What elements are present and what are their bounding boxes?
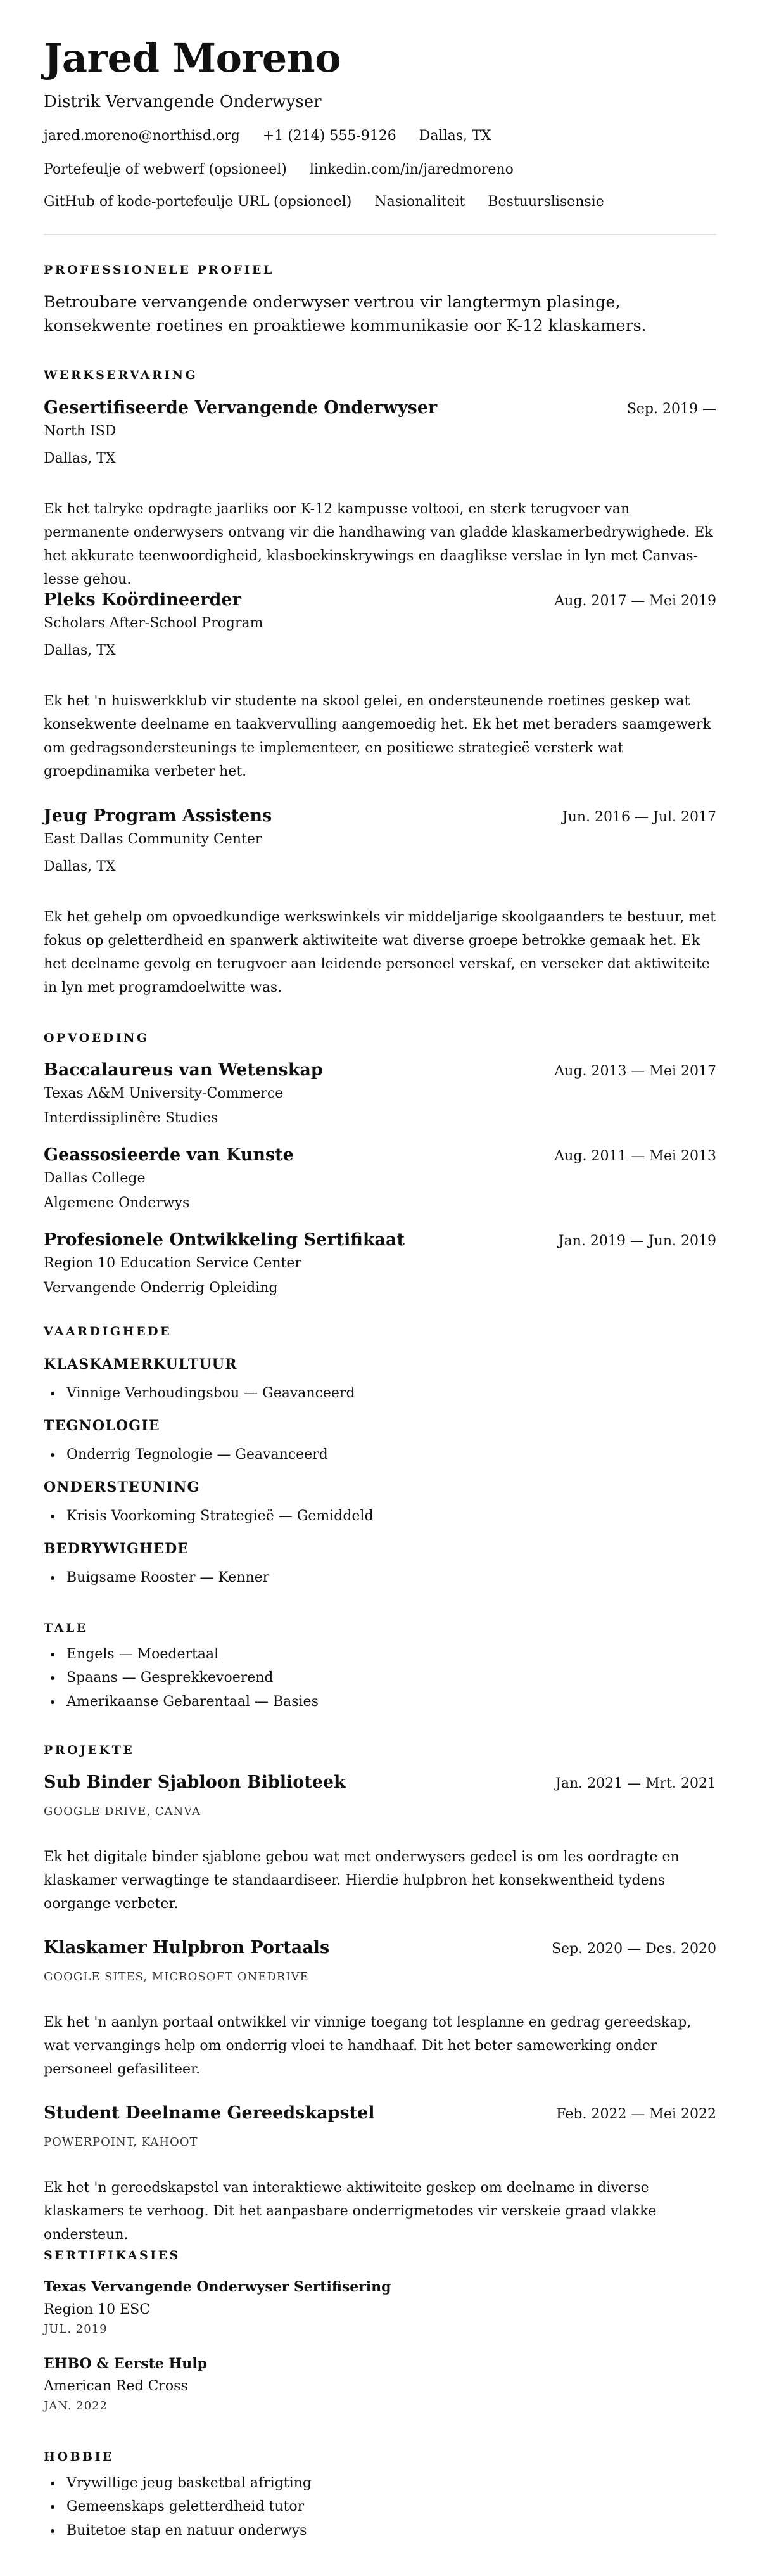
- certification-date: JAN. 2022: [44, 2399, 108, 2413]
- section-title: PROFESSIONELE PROFIEL: [44, 263, 274, 277]
- entry-description: Ek het talryke opdragte jaarliks oor K-12 kampusse voltooi, en sterk terugvoer van permanente onderwysers ontvang vir die handhawing van gladde klaskamerbedrywighede. Ek het akkurate teenwoordigheid, klasboekinskrywings en daaglikse verslae in lyn met Canvas-lesse gehou.: [44, 501, 713, 588]
- certification-entry: [44, 2355, 716, 2413]
- entry-description: Ek het 'n aanlyn portaal ontwikkel vir vinnige toegang tot lesplanne en gedrag gereedskap, wat vervangings help om onderrig vloei te handhaaf. Dit het beter samewerking onder personeel gefasiliteer.: [44, 2015, 692, 2077]
- resume-header: [44, 37, 716, 235]
- entry-description: Ek het gehelp om opvoedkundige werkswinkels vir middeljarige skoolgaanders te bestuur, met fokus op geletterdheid en spanwerk aktiwiteite wat diverse groepe betrokke gemaak het. Ek het deelname gevolg en terugvoer aan leidende personeel verskaf, en verseker dat aktiwiteite in lyn met programdoelwitte was.: [44, 909, 716, 996]
- language-list: [44, 1643, 716, 1714]
- certification-date: JUL. 2019: [44, 2323, 108, 2336]
- contact-location: Dallas, TX: [419, 128, 491, 144]
- entry-location: Dallas, TX: [44, 450, 116, 466]
- entry-date: Aug. 2011 — Mei 2013: [554, 1148, 716, 1164]
- entry-field: Interdissiplinêre Studies: [44, 1110, 218, 1126]
- profile-section: [44, 263, 716, 338]
- skill-group: [44, 1356, 716, 1405]
- contact-nationality: Nasionaliteit: [374, 193, 466, 210]
- entry-date: Sep. 2020 — Des. 2020: [551, 1941, 716, 1957]
- entry-location: Dallas, TX: [44, 858, 116, 875]
- entry-title: Jeug Program Assistens: [44, 806, 272, 826]
- hobby-item: • Gemeenskaps geletterdheid tutor: [63, 2495, 716, 2518]
- entry-organization: East Dallas Community Center: [44, 831, 262, 847]
- candidate-headline: Distrik Vervangende Onderwyser: [44, 93, 322, 112]
- skills-section-title-wrap: [44, 1324, 716, 1338]
- experience-entry: [44, 806, 716, 1000]
- projects-section-title-wrap: [44, 1743, 716, 1757]
- section-title: TALE: [44, 1621, 88, 1635]
- skill-group: [44, 1418, 716, 1466]
- skill-category: BEDRYWIGHEDE: [44, 1541, 189, 1557]
- project-tags: GOOGLE DRIVE, CANVA: [44, 1805, 201, 1818]
- skill-category: ONDERSTEUNING: [44, 1479, 200, 1496]
- entry-field: Vervangende Onderrig Opleiding: [44, 1279, 278, 1296]
- skill-list: [44, 1381, 716, 1405]
- language-item: • Amerikaanse Gebarentaal — Basies: [63, 1690, 716, 1714]
- certification-issuer: American Red Cross: [44, 2378, 188, 2394]
- skill-group: [44, 1479, 716, 1528]
- contact-linkedin[interactable]: linkedin.com/in/jaredmoreno: [309, 161, 514, 177]
- education-section-title-wrap: [44, 1031, 716, 1045]
- entry-title: Sub Binder Sjabloon Biblioteek: [44, 1772, 346, 1792]
- education-entry: [44, 1060, 716, 1127]
- hobby-item: • Vrywillige jeug basketbal afrigting: [63, 2471, 716, 2495]
- project-entry: [44, 1938, 716, 2082]
- contact-phone[interactable]: +1 (214) 555-9126: [262, 128, 396, 144]
- entry-title: Gesertifiseerde Vervangende Onderwyser: [44, 398, 438, 418]
- entry-organization: Dallas College: [44, 1170, 146, 1186]
- skill-item: • Krisis Voorkoming Strategieë — Gemiddeld: [63, 1504, 716, 1528]
- project-tags: GOOGLE SITES, MICROSOFT ONEDRIVE: [44, 1970, 309, 1983]
- contact-github[interactable]: GitHub of kode-portefeulje URL (opsioneel): [44, 193, 352, 210]
- entry-organization: North ISD: [44, 423, 117, 439]
- entry-date: Aug. 2013 — Mei 2017: [554, 1063, 716, 1079]
- skill-item: • Onderrig Tegnologie — Geavanceerd: [63, 1443, 716, 1466]
- certification-issuer: Region 10 ESC: [44, 2302, 151, 2317]
- contact-license: Bestuurslisensie: [488, 193, 604, 210]
- skill-item: • Vinnige Verhoudingsbou — Geavanceerd: [63, 1381, 716, 1405]
- entry-date: Jan. 2019 — Jun. 2019: [558, 1233, 716, 1249]
- candidate-name: Jared Moreno: [44, 35, 341, 81]
- certification-name: Texas Vervangende Onderwyser Sertifisering: [44, 2279, 391, 2295]
- language-item: • Engels — Moedertaal: [63, 1643, 716, 1666]
- entry-title: Klaskamer Hulpbron Portaals: [44, 1938, 330, 1958]
- contact-row: [44, 193, 716, 212]
- hobbies-section: [44, 2450, 716, 2542]
- section-title: OPVOEDING: [44, 1031, 149, 1045]
- entry-organization: Scholars After-School Program: [44, 615, 263, 631]
- entry-title: Pleks Koördineerder: [44, 590, 241, 610]
- entry-date: Aug. 2017 — Mei 2019: [554, 593, 716, 609]
- project-entry: [44, 2103, 716, 2247]
- experience-entry: [44, 398, 716, 592]
- entry-title: Baccalaureus van Wetenskap: [44, 1060, 323, 1080]
- profile-summary: Betroubare vervangende onderwyser vertrou vir langtermyn plasinge, konsekwente roetines en proaktiewe kommunikasie oor K-12 klaskamers.: [44, 293, 647, 335]
- section-title: VAARDIGHEDE: [44, 1324, 172, 1338]
- section-title: SERTIFIKASIES: [44, 2248, 180, 2262]
- header-divider: [44, 234, 716, 235]
- skill-group: [44, 1541, 716, 1589]
- certification-entry: [44, 2279, 716, 2336]
- entry-description: Ek het 'n huiswerkklub vir studente na skool gelei, en ondersteunende roetines geskep wat konsekwente deelname en taakvervulling aangemoedig het. Ek het met beraders saamgewerk om gedragsondersteunings te implementeer, en positiewe strategieë versterk wat groepdinamika verbeter het.: [44, 693, 711, 780]
- experience-section-title-wrap: [44, 368, 716, 382]
- entry-organization: Texas A&M University-Commerce: [44, 1086, 284, 1101]
- section-title: WERKSERVARING: [44, 368, 198, 382]
- entry-title: Geassosieerde van Kunste: [44, 1145, 294, 1165]
- hobby-list: [44, 2471, 716, 2542]
- entry-location: Dallas, TX: [44, 642, 116, 658]
- project-tags: POWERPOINT, KAHOOT: [44, 2136, 198, 2149]
- skill-category: KLASKAMERKULTUUR: [44, 1356, 238, 1373]
- project-entry: [44, 1772, 716, 1916]
- experience-entry: [44, 590, 716, 784]
- skill-list: [44, 1504, 716, 1528]
- certification-name: EHBO & Eerste Hulp: [44, 2355, 207, 2372]
- contact-website[interactable]: Portefeulje of webwerf (opsioneel): [44, 161, 287, 177]
- contact-row: [44, 161, 716, 179]
- entry-title: Student Deelname Gereedskapstel: [44, 2103, 375, 2123]
- certifications-section: [44, 2248, 716, 2262]
- skill-list: [44, 1443, 716, 1466]
- entry-description: Ek het digitale binder sjablone gebou wat met onderwysers gedeel is om les oordragte en klaskamer verwagtinge te standaardiseer. Hierdie hulpbron het konsekwentheid tydens oorgange verbeter.: [44, 1849, 680, 1912]
- languages-section: [44, 1621, 716, 1714]
- section-title: PROJEKTE: [44, 1743, 135, 1757]
- section-title: HOBBIE: [44, 2450, 114, 2464]
- entry-field: Algemene Onderwys: [44, 1195, 190, 1211]
- entry-title: Profesionele Ontwikkeling Sertifikaat: [44, 1230, 405, 1250]
- contact-email[interactable]: jared.moreno@northisd.org: [44, 128, 240, 144]
- entry-organization: Region 10 Education Service Center: [44, 1255, 301, 1271]
- entry-description: Ek het 'n gereedskapstel van interaktiewe aktiwiteite geskep om deelname in diverse klaskamers te verhoog. Dit het aanpasbare onderrigmetodes vir verskeie graad vlakke ondersteun.: [44, 2180, 657, 2243]
- contact-row: [44, 127, 716, 146]
- education-entry: [44, 1230, 716, 1297]
- education-entry: [44, 1145, 716, 1212]
- hobby-item: • Buitetoe stap en natuur onderwys: [63, 2519, 716, 2542]
- entry-date: Feb. 2022 — Mei 2022: [556, 2106, 716, 2122]
- language-item: • Spaans — Gesprekkevoerend: [63, 1666, 716, 1689]
- entry-date: Jun. 2016 — Jul. 2017: [562, 809, 716, 825]
- skill-item: • Buigsame Rooster — Kenner: [63, 1566, 716, 1589]
- entry-date: Jan. 2021 — Mrt. 2021: [555, 1776, 716, 1791]
- skill-list: [44, 1566, 716, 1589]
- entry-date: Sep. 2019 —: [626, 401, 716, 417]
- skill-category: TEGNOLOGIE: [44, 1418, 160, 1434]
